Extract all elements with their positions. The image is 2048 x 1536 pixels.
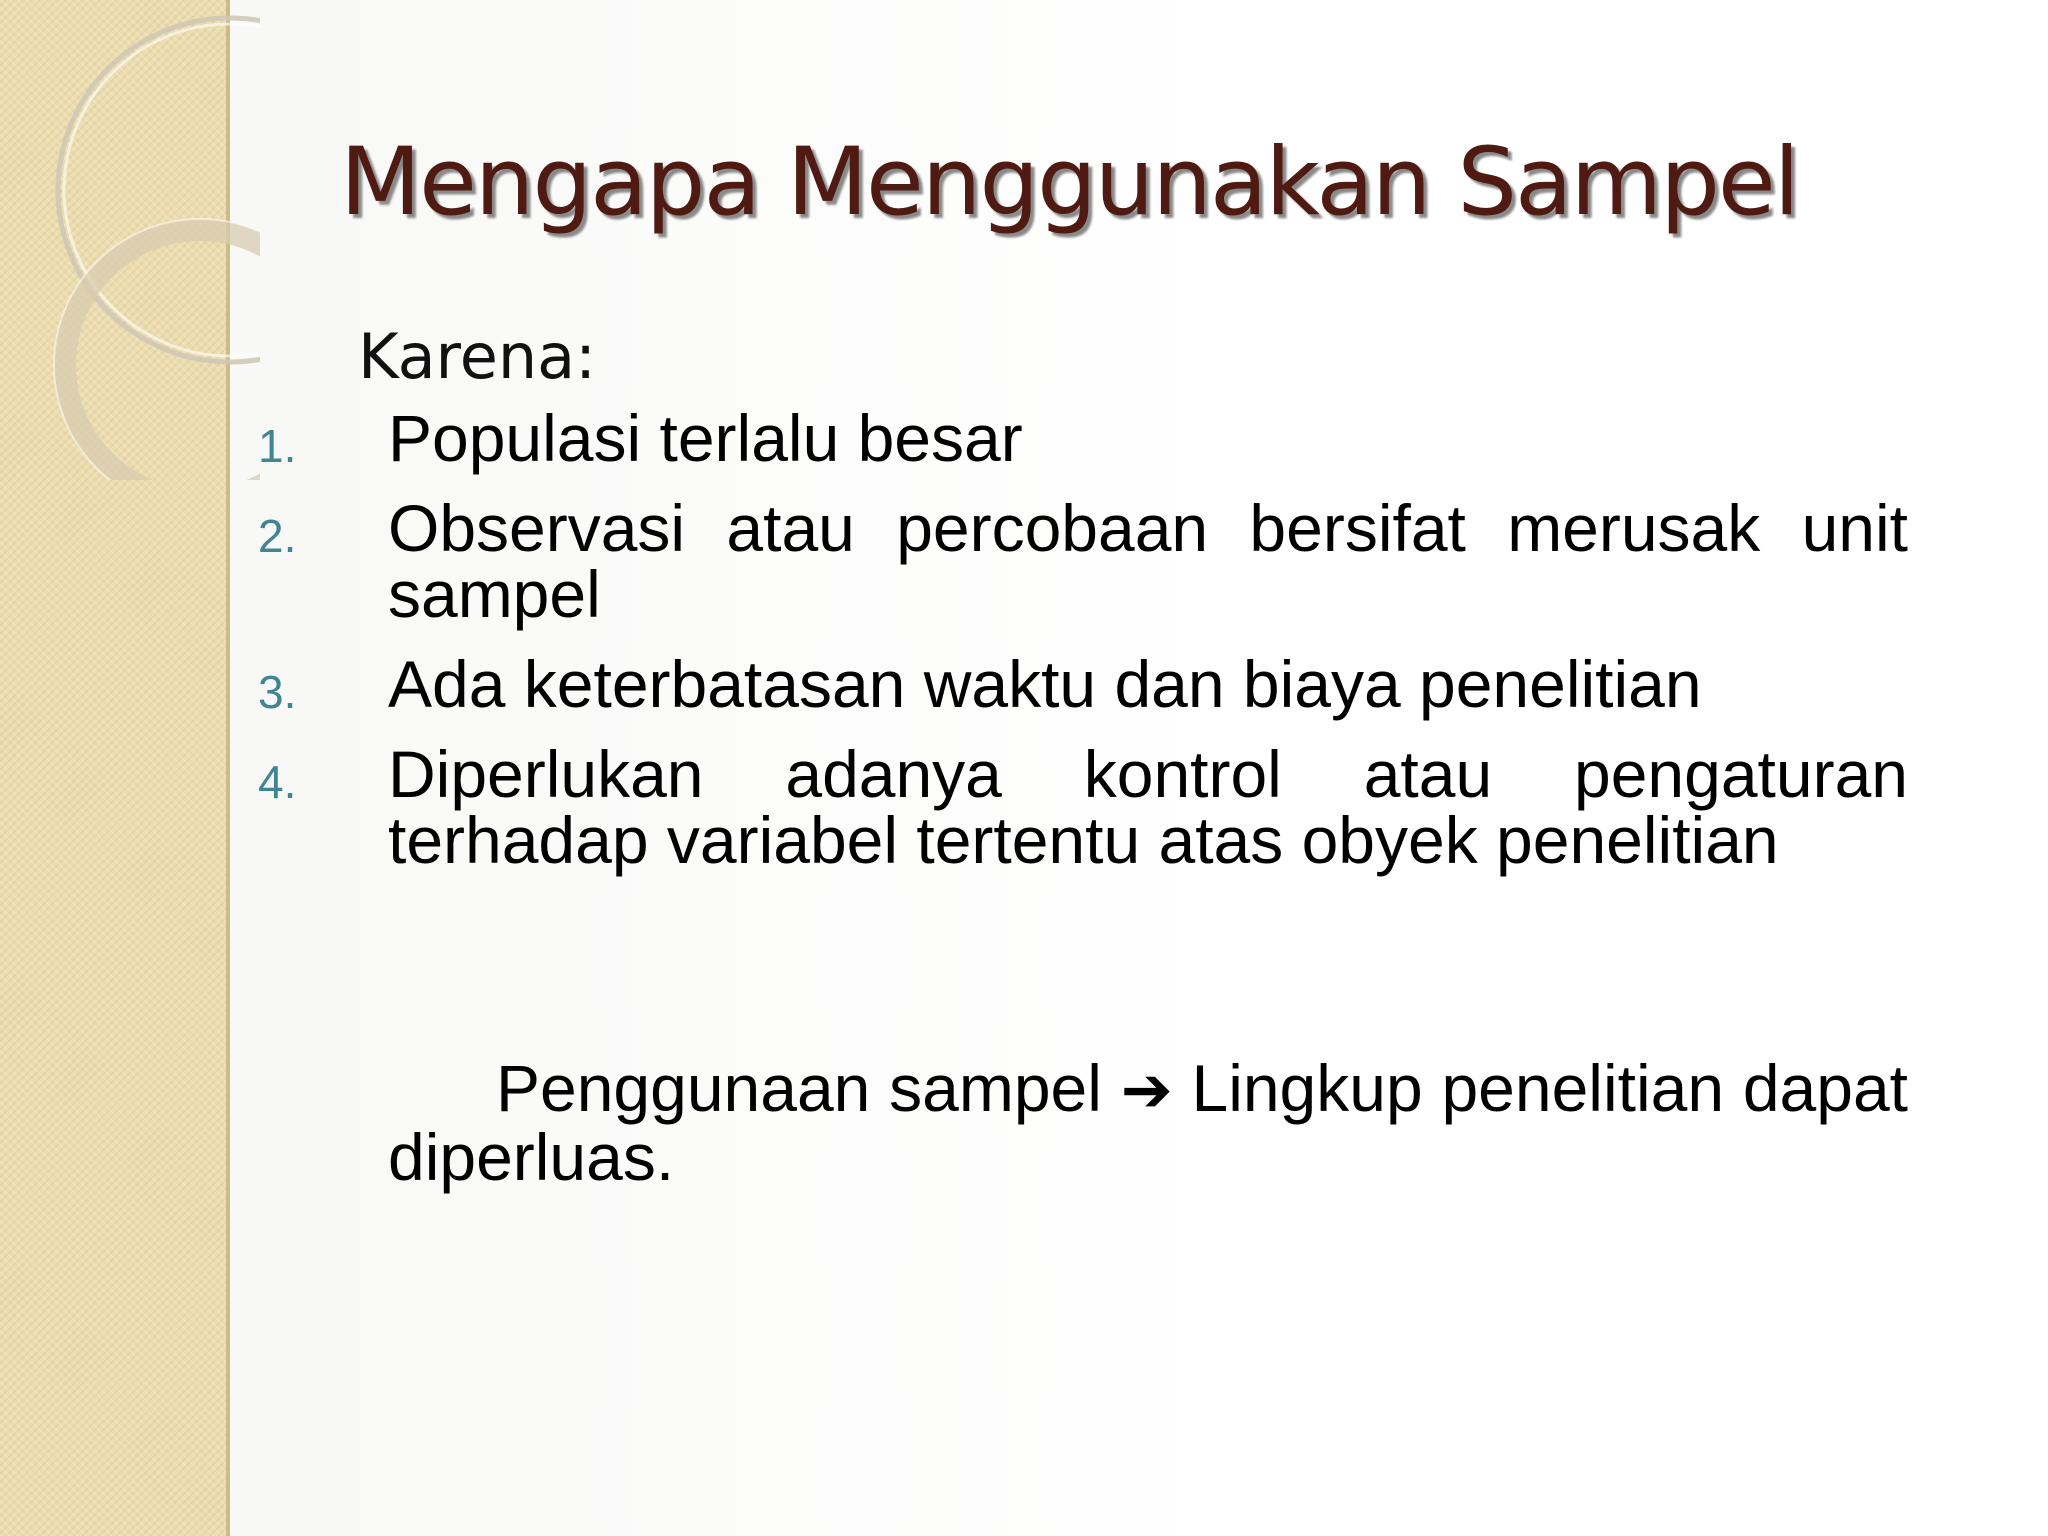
list-text: Populasi terlalu besar bbox=[388, 401, 1023, 475]
ring-large-inner bbox=[64, 24, 260, 356]
list-number: 3. bbox=[258, 666, 297, 718]
list-number: 2. bbox=[258, 510, 297, 562]
list-text: Diperlukan adanya kontrol atau pengaturan terhadap variabel tertentu atas obyek penelitian bbox=[388, 737, 1908, 877]
list-text: Ada keterbatasan waktu dan biaya penelitian bbox=[388, 647, 1702, 721]
reason-list bbox=[258, 401, 1908, 897]
arrow-right-icon: ➔ bbox=[1120, 1056, 1173, 1125]
list-number: 1. bbox=[258, 420, 297, 472]
intro-text: Karena: bbox=[358, 320, 597, 393]
list-item bbox=[258, 737, 1908, 877]
list-item bbox=[258, 647, 1908, 721]
list-text: Observasi atau percobaan bersifat merusak unit sampel bbox=[388, 491, 1908, 631]
decorative-rings bbox=[0, 0, 260, 480]
conclusion-lead: Penggunaan sampel bbox=[496, 1051, 1102, 1125]
conclusion-rest: Lingkup penelitian dapat diperluas. bbox=[388, 1051, 1908, 1194]
list-item bbox=[258, 401, 1908, 475]
conclusion-text bbox=[388, 1051, 1908, 1194]
list-item bbox=[258, 491, 1908, 631]
list-number: 4. bbox=[258, 756, 297, 808]
slide-title: Mengapa Menggunakan Sampel bbox=[340, 128, 1798, 237]
